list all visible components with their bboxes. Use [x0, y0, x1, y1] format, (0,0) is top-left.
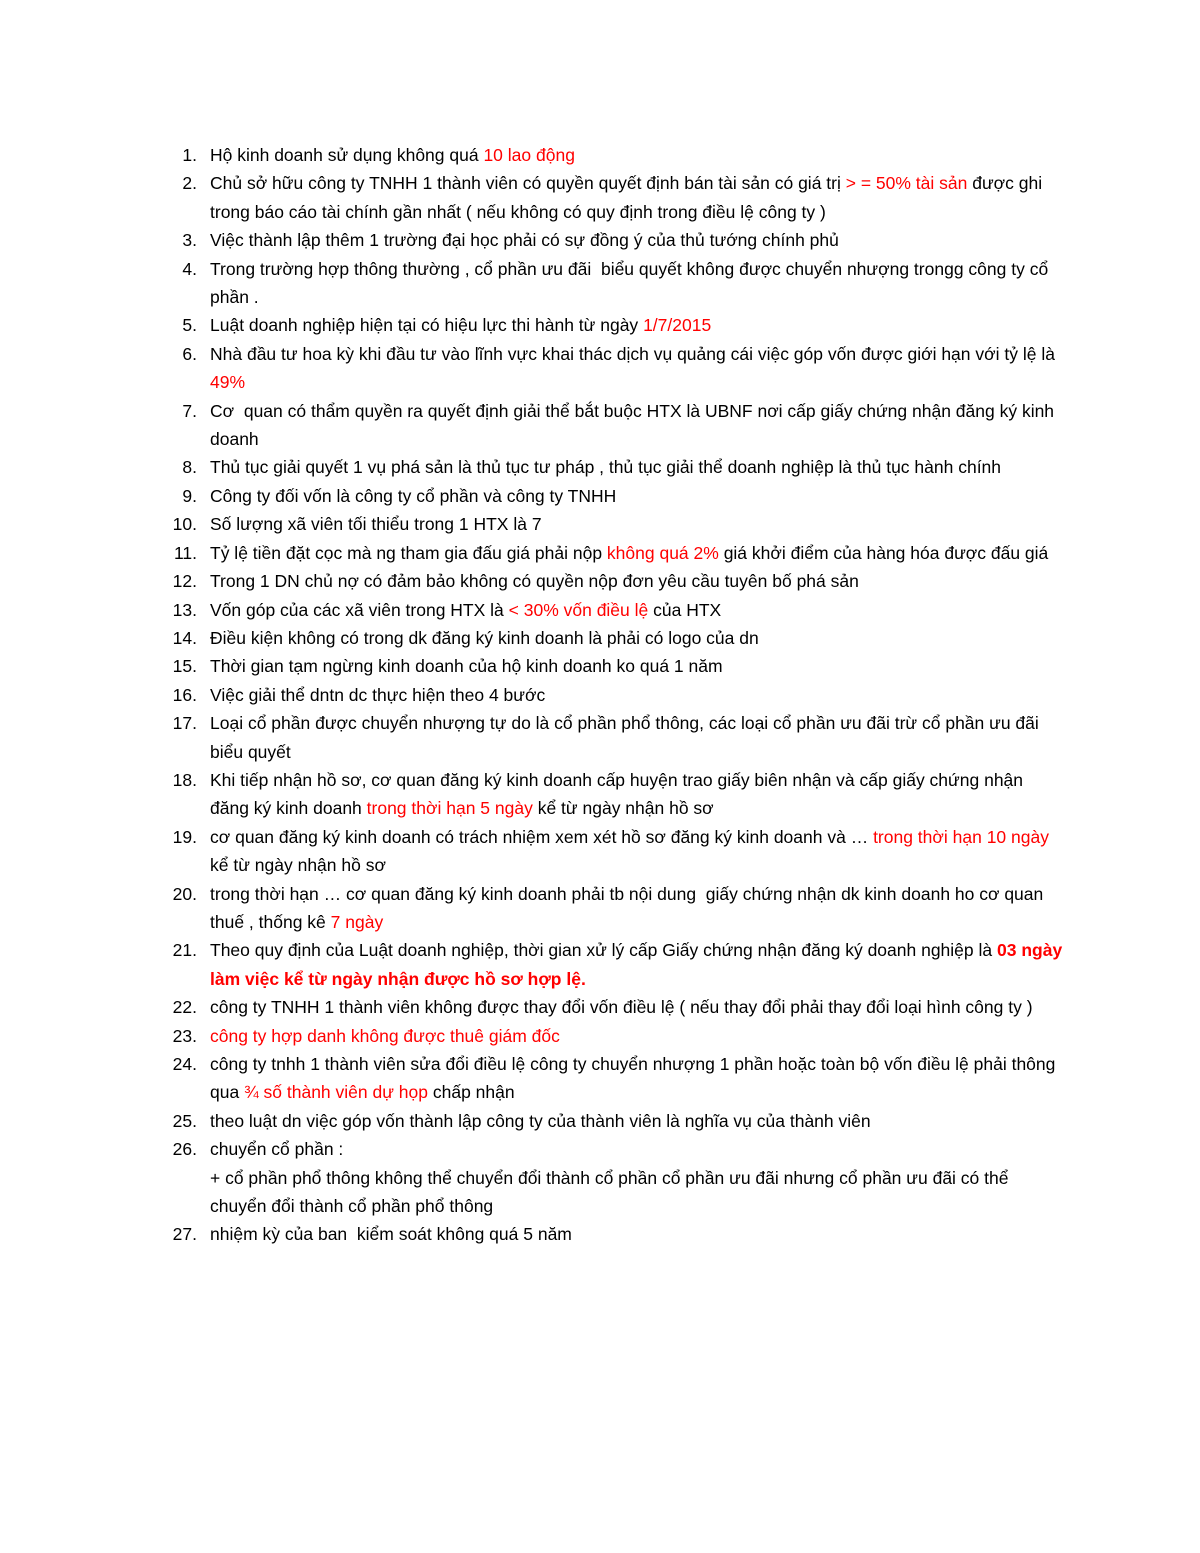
list-item-number: 13. [172, 599, 197, 620]
list-item-number: 21. [172, 940, 197, 961]
text-segment: Thủ tục giải quyết 1 vụ phá sản là thủ tục tư pháp , thủ tục giải thể doanh nghiệp là thủ tục hành chính [210, 457, 1002, 478]
highlighted-text: 10 lao động [483, 145, 575, 165]
text-segment: chấp nhận [428, 1082, 515, 1103]
highlighted-text: 03 ngày làm việc kể từ ngày nhận được hồ sơ hợp lệ. [210, 940, 1068, 989]
text-segment: trong thời hạn … cơ quan đăng ký kinh doanh phải tb nội dung giấy chứng nhận dk kinh doanh ho cơ quan thuế , thống kê [210, 883, 1049, 932]
text-segment: Điều kiện không có trong dk đăng ký kinh doanh là phải có logo của dn [210, 627, 759, 648]
text-segment: Theo quy định của Luật doanh nghiệp, thời gian xử lý cấp Giấy chứng nhận đăng ký doanh nghiệp là [210, 940, 997, 961]
text-segment: nhiệm kỳ của ban kiểm soát không quá 5 năm [210, 1224, 572, 1245]
list-item-text [210, 1050, 1065, 1107]
text-segment: Việc giải thể dntn dc thực hiện theo 4 bước [210, 684, 546, 705]
list-item [150, 936, 1068, 993]
list-item [150, 311, 1065, 339]
text-segment: Cơ quan có thẩm quyền ra quyết định giải thể bắt buộc HTX là UBNF nơi cấp giấy chứng nhận đăng ký kinh doanh [210, 400, 1059, 450]
list-item [150, 681, 1065, 709]
list-item [150, 880, 1065, 937]
list-item-text [210, 1022, 1065, 1050]
list-item-text [210, 880, 1065, 937]
text-segment: công ty TNHH 1 thành viên không được thay đổi vốn điều lệ ( nếu thay đổi phải thay đổi loại hình công ty ) [210, 997, 1033, 1018]
highlighted-text: 7 ngày [330, 911, 384, 932]
list-item [150, 567, 1065, 595]
highlighted-text: < 30% vốn điều lệ [508, 599, 649, 620]
text-segment: công ty tnhh 1 thành viên sửa đổi điều lệ công ty chuyển nhượng 1 phần hoặc toàn bộ vốn điều lệ phải thông qua [210, 1054, 1061, 1103]
text-segment: Số lượng xã viên tối thiểu trong 1 HTX là 7 [210, 514, 542, 535]
text-segment: được ghi trong báo cáo tài chính gần nhất ( nếu không có quy định trong điều lệ công ty ) [210, 173, 1047, 222]
list-item-number: 26. [172, 1139, 197, 1160]
highlighted-text: > = 50% tài sản [845, 173, 968, 194]
list-item-number: 12. [172, 571, 197, 592]
text-segment: Hộ kinh doanh sử dụng không quá [210, 145, 484, 165]
list-item-text [210, 709, 1065, 766]
list-item-text [210, 255, 1065, 312]
list-item [150, 1135, 1065, 1220]
highlighted-text: 1/7/2015 [643, 315, 712, 336]
highlighted-text: không quá 2% [606, 542, 719, 563]
text-segment: cơ quan đăng ký kinh doanh có trách nhiệm xem xét hồ sơ đăng ký kinh doanh và … [210, 826, 874, 847]
text-segment: Tỷ lệ tiền đặt cọc mà ng tham gia đấu giá phải nộp [210, 542, 607, 563]
highlighted-text: trong thời hạn 5 ngày [366, 798, 533, 819]
text-segment: của HTX [648, 599, 722, 620]
list-item-number: 9. [182, 485, 197, 506]
list-item-number: 17. [172, 713, 197, 734]
list-item-number: 24. [172, 1054, 197, 1074]
list-item-text [210, 681, 1065, 709]
list-item-text [210, 624, 1065, 652]
list-item [150, 482, 1065, 510]
text-segment: giá khởi điểm của hàng hóa được đấu giá [718, 542, 1049, 563]
list-item [150, 823, 1065, 880]
list-item-text [210, 936, 1068, 993]
text-segment: Chủ sở hữu công ty TNHH 1 thành viên có quyền quyết định bán tài sản có giá trị [210, 173, 846, 194]
list-item-number: 22. [172, 997, 197, 1018]
list-item [150, 652, 1065, 680]
list-item-text [210, 766, 1065, 823]
list-item [150, 1107, 1065, 1135]
text-segment: Khi tiếp nhận hồ sơ, cơ quan đăng ký kinh doanh cấp huyện trao giấy biên nhận và cấp giấy chứng nhận đăng ký kinh doanh [210, 769, 1028, 819]
list-item-number: 2. [182, 173, 197, 194]
text-segment: Công ty đối vốn là công ty cổ phần và công ty TNHH [210, 485, 617, 506]
list-item-text [210, 226, 1065, 254]
list-item [150, 169, 1065, 226]
text-segment: kể từ ngày nhận hồ sơ [532, 798, 714, 819]
list-item-text [210, 652, 1065, 680]
list-item [150, 255, 1065, 312]
list-item-text [210, 453, 1065, 481]
list-item-text [210, 482, 1065, 510]
list-item [150, 1022, 1065, 1050]
list-item-number: 16. [172, 684, 197, 705]
list-item-number: 20. [172, 883, 197, 904]
list-item-number: 5. [182, 315, 197, 336]
text-segment: Luật doanh nghiệp hiện tại có hiệu lực thi hành từ ngày [210, 315, 644, 336]
highlighted-text: công ty hợp danh không được thuê giám đốc [210, 1025, 560, 1046]
text-segment: Trong 1 DN chủ nợ có đảm bảo không có quyền nộp đơn yêu cầu tuyên bố phá sản [210, 571, 859, 592]
list-item [150, 993, 1065, 1021]
list-item [150, 709, 1065, 766]
list-item-text [210, 510, 1065, 538]
list-item [150, 510, 1065, 538]
list-item-number: 25. [172, 1110, 197, 1131]
list-item [150, 453, 1065, 481]
text-segment: Loại cổ phần được chuyển nhượng tự do là cổ phần phổ thông, các loại cổ phần ưu đãi trừ cổ phần ưu đãi biểu quyết [210, 713, 1044, 762]
highlighted-text: ¾ số thành viên dự họp [244, 1082, 428, 1103]
list-item-text [210, 539, 1065, 567]
highlighted-text: trong thời hạn 10 ngày [873, 826, 1049, 847]
text-segment: kể từ ngày nhận hồ sơ [210, 826, 1054, 876]
list-item-number: 7. [182, 400, 197, 421]
highlighted-text: 49% [210, 372, 246, 393]
list-item-number: 27. [172, 1224, 197, 1245]
text-segment: Nhà đầu tư hoa kỳ khi đầu tư vào lĩnh vực khai thác dịch vụ quảng cái việc góp vốn được giới hạn với tỷ lệ là [210, 343, 1060, 364]
list-item-number: 8. [182, 457, 197, 478]
list-item [150, 1220, 1065, 1248]
list-item-text [210, 141, 1065, 169]
list-item-number: 23. [172, 1025, 197, 1046]
list-item [150, 1050, 1065, 1107]
list-item-number: 6. [182, 343, 197, 364]
list-item-text [210, 567, 1065, 595]
list-item-number: 4. [182, 258, 197, 279]
list-item [150, 141, 1065, 169]
list-item [150, 539, 1065, 567]
list-item-number: 3. [182, 230, 197, 251]
list-item-number: 1. [182, 145, 197, 165]
list-item-number: 14. [172, 627, 197, 648]
text-segment: theo luật dn việc góp vốn thành lập công ty của thành viên là nghĩa vụ của thành viên [210, 1110, 871, 1131]
list-item-text [210, 311, 1065, 339]
text-segment: Việc thành lập thêm 1 trường đại học phải có sự đồng ý của thủ tướng chính phủ [210, 230, 839, 251]
list-item [150, 596, 1065, 624]
list-item [150, 397, 1065, 454]
list-item-text [210, 1220, 1065, 1248]
list-item [150, 340, 1065, 397]
list-item-number: 11. [173, 542, 197, 563]
text-segment: Vốn góp của các xã viên trong HTX là [210, 599, 509, 620]
list-item-number: 10. [172, 514, 197, 535]
list-item [150, 624, 1065, 652]
list-item-text [210, 340, 1065, 397]
numbered-list [150, 141, 1068, 1249]
list-item-text [210, 169, 1065, 226]
list-item-text [210, 596, 1065, 624]
list-item-number: 18. [172, 769, 197, 790]
list-item-text [210, 397, 1065, 454]
text-segment: Thời gian tạm ngừng kinh doanh của hộ kinh doanh ko quá 1 năm [210, 656, 723, 677]
list-item-number: 19. [172, 826, 197, 847]
list-item-text [210, 1107, 1065, 1135]
list-item-text [210, 1135, 1065, 1220]
list-item-number: 15. [172, 656, 197, 677]
text-line: chuyển cổ phần : [210, 1139, 344, 1160]
text-segment: Trong trường hợp thông thường , cổ phần ưu đãi biểu quyết không được chuyển nhượng trongg công ty cổ phần . [210, 258, 1054, 308]
list-item [150, 226, 1065, 254]
list-item-text [210, 823, 1065, 880]
list-item-text [210, 993, 1065, 1021]
list-item [150, 766, 1065, 823]
text-line: + cổ phần phổ thông không thể chuyển đổi thành cổ phần cổ phần ưu đãi nhưng cổ phần ưu đãi có thể chuyển đổi thành cổ phần phổ thông [210, 1167, 1014, 1217]
